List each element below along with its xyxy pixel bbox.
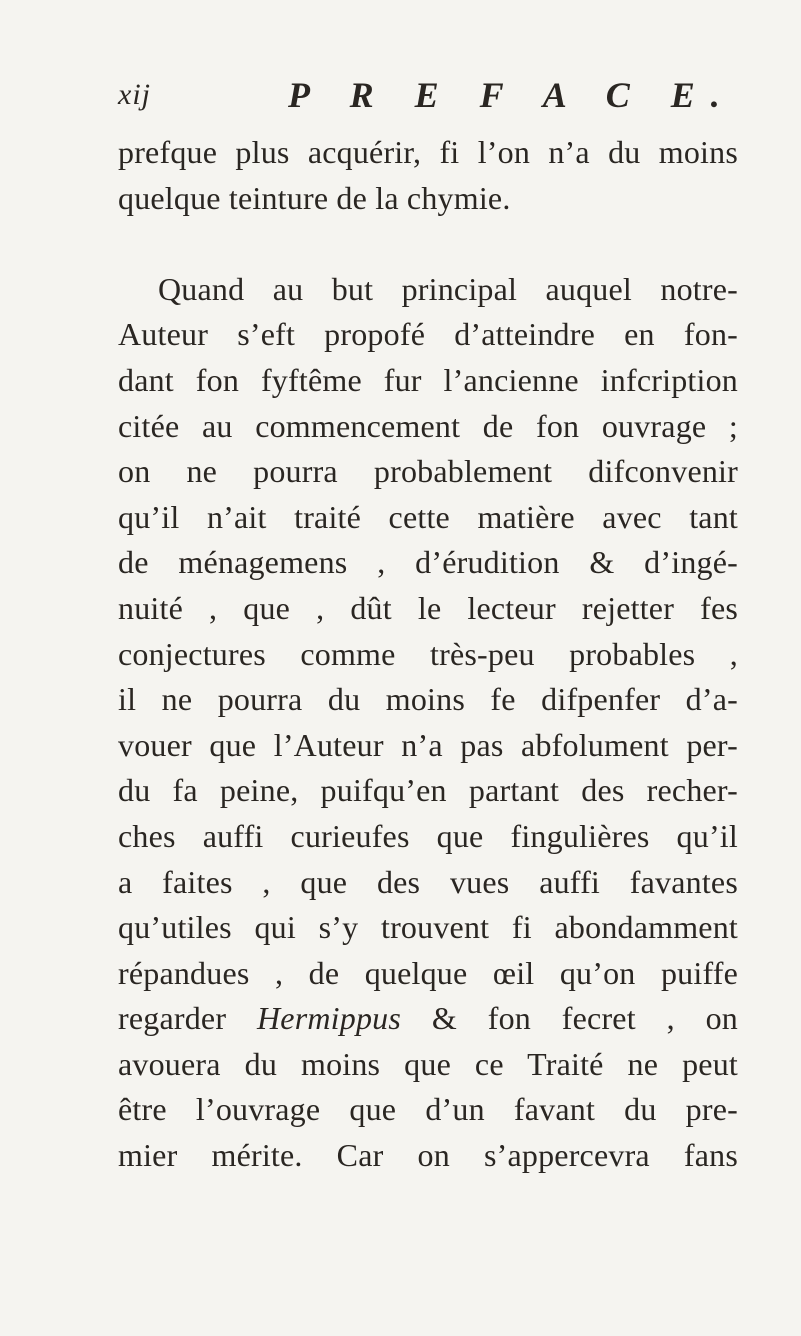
text-line: ches auffi curieufes que fingulières qu’il <box>118 817 738 854</box>
text-line: qu’utiles qui s’y trouvent fi abondamment <box>118 909 738 946</box>
text-line: on ne pourra probablement difconvenir <box>118 453 738 490</box>
running-title: P R E F A C E. <box>288 75 736 115</box>
text-line: de ménagemens , d’érudition & d’ingé- <box>118 544 738 581</box>
text-line: citée au commencement de fon ouvrage ; <box>118 407 738 444</box>
text-line: du fa peine, puifqu’en partant des recher- <box>118 772 738 809</box>
text-line: vouer que l’Auteur n’a pas abfolument per- <box>118 726 738 763</box>
text-line: nuité , que , dût le lecteur rejetter fes <box>118 589 738 626</box>
text-fragment: & fon fecret , on <box>401 1000 738 1037</box>
italic-name: Hermippus <box>257 1000 402 1037</box>
running-head <box>118 70 738 120</box>
text-line-mixed <box>118 996 738 1042</box>
text-line: dant fon fyftême fur l’ancienne infcription <box>118 361 738 398</box>
text-line: mier mérite. Car on s’appercevra fans <box>118 1137 738 1174</box>
text-fragment: regarder <box>118 1000 227 1037</box>
text-line: il ne pourra du moins fe difpenfer d’a- <box>118 681 738 718</box>
page-number: xij <box>118 78 151 111</box>
paragraph-gap <box>118 221 738 267</box>
text-line: avouera du moins que ce Traité ne peut <box>118 1045 738 1082</box>
text-line: être l’ouvrage que d’un favant du pre- <box>118 1091 738 1128</box>
text-line: qu’il n’ait traité cette matière avec tant <box>118 498 738 535</box>
text-line: répandues , de quelque œil qu’on puiffe <box>118 954 738 991</box>
text-line: Quand au but principal auquel notre- <box>158 270 738 307</box>
text-line: a faites , que des vues auffi favantes <box>118 863 738 900</box>
body-text <box>118 130 738 1179</box>
text-line: quelque teinture de la chymie. <box>118 179 511 216</box>
text-line: conjectures comme très-peu probables , <box>118 635 738 672</box>
text-line: Auteur s’eft propofé d’atteindre en fon- <box>118 316 738 353</box>
text-line: prefque plus acquérir, fi l’on n’a du moins <box>118 134 738 170</box>
